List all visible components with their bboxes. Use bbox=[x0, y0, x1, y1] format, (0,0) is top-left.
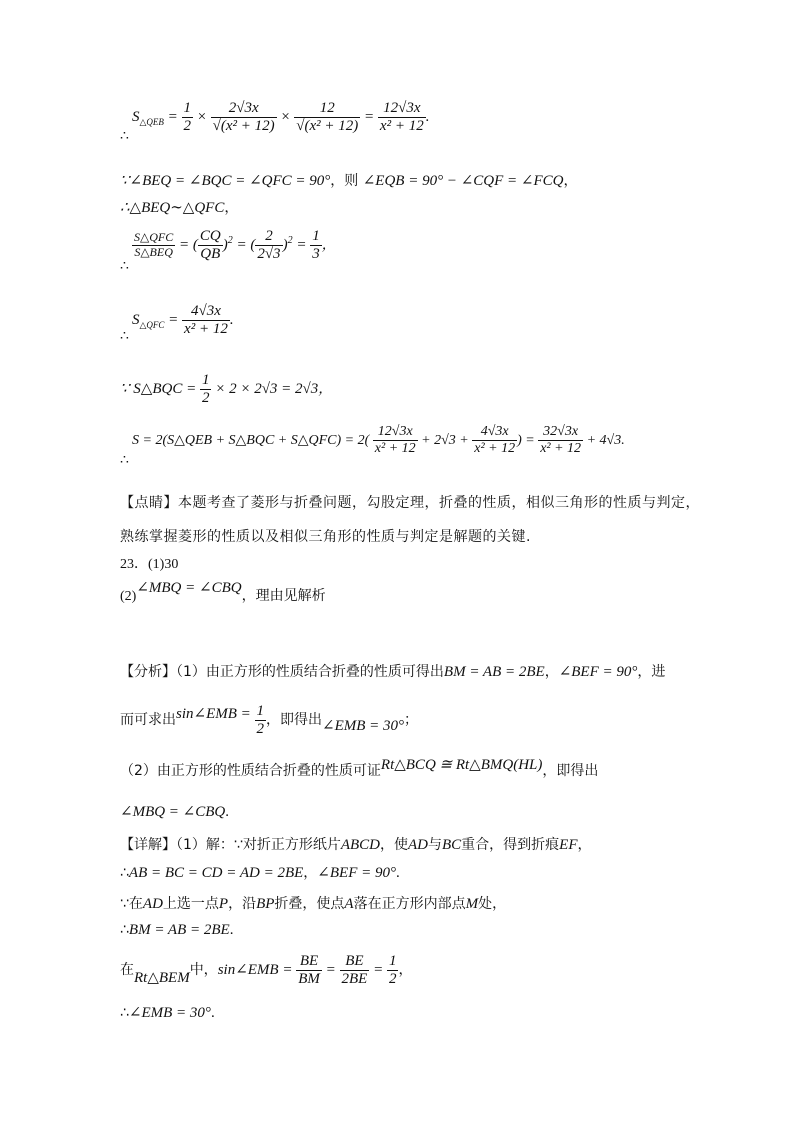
fraction bbox=[182, 303, 230, 339]
fraction bbox=[472, 424, 517, 457]
denominator: x² + 12 bbox=[374, 441, 416, 457]
numerator: 1 bbox=[200, 372, 212, 390]
math-text: A bbox=[344, 896, 354, 912]
area-qfc-formula bbox=[132, 303, 234, 339]
times: × bbox=[193, 109, 211, 126]
math-text: ) = bbox=[517, 432, 539, 448]
math-text: Rt△BEM bbox=[134, 970, 190, 987]
fraction bbox=[373, 424, 418, 457]
equals: = bbox=[232, 237, 251, 254]
math-text: BM = AB = 2BE bbox=[443, 664, 545, 680]
math-text: Rt△BCQ ≅ Rt△BMQ(HL) bbox=[380, 757, 543, 773]
math-text: ∠BEF = 90° bbox=[317, 865, 396, 881]
numerator: 4√3x bbox=[182, 303, 230, 321]
fenxi-line-4 bbox=[120, 802, 229, 821]
numerator: 1 bbox=[182, 100, 194, 118]
numerator: 2 bbox=[255, 228, 282, 246]
equals: = bbox=[163, 109, 182, 126]
math-text: AD bbox=[142, 896, 163, 912]
symbol-s: S bbox=[132, 109, 140, 126]
numerator: 1 bbox=[255, 703, 267, 721]
xiangjie-line-1 bbox=[120, 834, 592, 854]
xiangjie-line-6 bbox=[120, 1003, 215, 1022]
math-text: BC bbox=[442, 837, 462, 853]
text: ，则 bbox=[330, 173, 363, 189]
text: ∴ bbox=[120, 922, 129, 938]
fraction bbox=[182, 100, 194, 136]
text: ∴ bbox=[120, 865, 129, 881]
paren: ) bbox=[282, 237, 288, 254]
angle-statement bbox=[120, 170, 577, 190]
q23-answer-1: 23．(1)30 bbox=[120, 557, 179, 572]
denominator: x² + 12 bbox=[474, 441, 516, 457]
numerator: 4√3x bbox=[472, 424, 517, 441]
math-text: ∠EMB = 30° bbox=[322, 718, 405, 735]
period: . bbox=[229, 922, 234, 938]
math-text: ABCD bbox=[340, 837, 380, 853]
q23-answer-2 bbox=[120, 580, 326, 605]
punct: ， bbox=[303, 865, 318, 881]
denominator: 2 bbox=[201, 390, 210, 407]
equals: = bbox=[360, 109, 378, 126]
text: ∵在 bbox=[120, 896, 143, 912]
denominator: 2BE bbox=[341, 971, 368, 988]
numerator: 12√3x bbox=[378, 100, 426, 118]
numerator: 12 bbox=[294, 100, 360, 118]
denominator: x² + 12 bbox=[379, 118, 424, 135]
fraction bbox=[255, 228, 282, 264]
text: 重合，得到折痕 bbox=[461, 837, 560, 853]
text: ，即得出 bbox=[266, 712, 323, 729]
period: . bbox=[425, 109, 430, 126]
text: 落在正方形内部点 bbox=[353, 896, 466, 912]
math-text: M bbox=[465, 896, 479, 912]
denominator: x² + 12 bbox=[184, 321, 228, 338]
text: 上选一点 bbox=[162, 896, 219, 912]
fenxi-line-3 bbox=[120, 757, 599, 780]
dianjing-line-1: 【点睛】本题考查了菱形与折叠问题，勾股定理，折叠的性质，相似三角形的性质与判定， bbox=[120, 495, 700, 511]
fraction bbox=[310, 228, 322, 264]
equals: = bbox=[321, 962, 340, 979]
numerator: BE bbox=[340, 953, 370, 971]
period: . bbox=[225, 804, 229, 820]
text: ，理由见解析 bbox=[241, 588, 326, 604]
math-text: ∴△BEQ∼△QFC bbox=[120, 200, 225, 216]
therefore-symbol: ∴ bbox=[120, 259, 129, 274]
denominator: BM bbox=[298, 971, 320, 988]
area-ratio-formula bbox=[132, 228, 336, 264]
numerator: 1 bbox=[387, 953, 399, 971]
paren: ) bbox=[222, 237, 228, 254]
math-text: BM = AB = 2BE bbox=[128, 922, 230, 938]
subscript: △QFC bbox=[139, 320, 165, 331]
punct: ； bbox=[404, 712, 419, 729]
fraction bbox=[211, 100, 277, 136]
math-text: BP bbox=[256, 896, 275, 912]
area-qeb-formula bbox=[132, 100, 429, 136]
subscript: △QEB bbox=[139, 117, 164, 128]
xiangjie-line-4 bbox=[120, 922, 233, 939]
period: . bbox=[395, 865, 400, 881]
equals: = bbox=[164, 312, 183, 329]
paren: ( bbox=[192, 237, 198, 254]
math-text: ∠EQB = 90° − ∠CQF = ∠FCQ bbox=[362, 173, 564, 189]
times: × bbox=[276, 109, 295, 126]
punct: ， bbox=[224, 200, 239, 216]
fraction bbox=[378, 100, 426, 136]
therefore-symbol: ∴ bbox=[120, 129, 129, 144]
text: (2) bbox=[120, 589, 137, 604]
fraction bbox=[294, 100, 360, 136]
period: . bbox=[621, 432, 625, 448]
paren: ( bbox=[250, 237, 256, 254]
denominator: QB bbox=[200, 246, 221, 263]
text: 处， bbox=[478, 896, 507, 912]
fenxi-line-2 bbox=[120, 703, 418, 739]
math-text: ∵ S△BQC = bbox=[120, 381, 200, 398]
equals: = bbox=[369, 962, 387, 979]
total-area-formula bbox=[132, 424, 625, 457]
equals: = bbox=[292, 237, 311, 254]
therefore-symbol: ∴ bbox=[120, 453, 129, 468]
similar-triangles-statement bbox=[120, 197, 238, 217]
punct: ， bbox=[563, 173, 578, 189]
text: 与 bbox=[428, 837, 442, 853]
punct: ， bbox=[321, 237, 336, 254]
math-text: ∠EMB = 30° bbox=[128, 1005, 211, 1021]
fraction bbox=[538, 424, 583, 457]
denominator: 2√3 bbox=[257, 246, 281, 263]
punct: ， bbox=[544, 664, 559, 680]
xiangjie-line-2 bbox=[120, 862, 400, 882]
equals: = bbox=[175, 237, 193, 254]
math-text: + 4√3 bbox=[583, 432, 622, 448]
exponent: 2 bbox=[227, 235, 233, 247]
numerator: 12√3x bbox=[373, 424, 418, 441]
math-text: × 2 × 2√3 = 2√3 bbox=[211, 381, 319, 398]
math-text: P bbox=[218, 896, 229, 912]
dianjing-line-2: 熟练掌握菱形的性质以及相似三角形的性质与判定是解题的关键. bbox=[120, 529, 531, 545]
xiangjie-line-5 bbox=[120, 953, 412, 989]
text: ，即得出 bbox=[542, 763, 599, 779]
text: 在 bbox=[120, 962, 134, 979]
denominator: √(x² + 12) bbox=[296, 118, 359, 135]
text: （2）由正方形的性质结合折叠的性质可证 bbox=[120, 763, 381, 779]
text: ，使 bbox=[380, 837, 408, 853]
period: . bbox=[210, 1005, 215, 1021]
numerator: CQ bbox=[198, 228, 223, 246]
numerator: 32√3x bbox=[538, 424, 583, 441]
symbol-s: S bbox=[132, 312, 140, 329]
math-text: EF bbox=[559, 837, 578, 853]
punct: ， bbox=[318, 381, 333, 398]
text: 【分析】（1）由正方形的性质结合折叠的性质可得出 bbox=[120, 664, 444, 680]
text: 中， bbox=[189, 962, 218, 979]
denominator: 2 bbox=[388, 971, 397, 988]
period: . bbox=[229, 312, 234, 329]
denominator: √(x² + 12) bbox=[212, 118, 275, 135]
text: 折叠，使点 bbox=[274, 896, 345, 912]
denominator: x² + 12 bbox=[540, 441, 582, 457]
fraction bbox=[340, 953, 370, 989]
denominator: 2 bbox=[256, 721, 265, 738]
punct: ， bbox=[577, 837, 592, 853]
math-text: sin∠EMB = bbox=[176, 706, 255, 723]
text: ∴ bbox=[120, 1005, 129, 1021]
fraction bbox=[255, 703, 267, 739]
therefore-symbol: ∴ bbox=[120, 329, 129, 344]
numerator: 2√3x bbox=[211, 100, 277, 118]
exponent: 2 bbox=[287, 235, 293, 247]
fraction bbox=[296, 953, 322, 989]
denominator: 3 bbox=[312, 246, 320, 263]
math-text: AD bbox=[408, 837, 428, 853]
denominator: S△BEQ bbox=[134, 245, 173, 260]
fraction bbox=[200, 372, 212, 408]
math-text: ∵∠BEQ = ∠BQC = ∠QFC = 90° bbox=[120, 173, 331, 189]
math-text: ∠MBQ = ∠CBQ bbox=[136, 580, 242, 596]
text: ，沿 bbox=[228, 896, 257, 912]
math-text: AB = BC = CD = AD = 2BE bbox=[128, 865, 304, 881]
math-text: ∠BEF = 90° bbox=[558, 664, 638, 680]
math-text: S = 2(S△QEB + S△BQC + S△QFC) = 2( bbox=[132, 432, 370, 448]
numerator: BE bbox=[296, 953, 322, 971]
fraction bbox=[132, 231, 175, 260]
denominator: 2 bbox=[183, 118, 192, 135]
math-text: + 2√3 + bbox=[417, 432, 473, 448]
math-text: sin∠EMB = bbox=[217, 962, 297, 979]
fraction bbox=[387, 953, 399, 989]
xiangjie-line-3 bbox=[120, 893, 506, 913]
fenxi-line-1 bbox=[120, 661, 665, 681]
numerator: 1 bbox=[310, 228, 322, 246]
fraction bbox=[198, 228, 223, 264]
math-text: ∠MBQ = ∠CBQ bbox=[120, 804, 226, 820]
text: 【详解】（1）解：∵对折正方形纸片 bbox=[120, 837, 341, 853]
text: ，进 bbox=[637, 664, 666, 680]
numerator: S△QFC bbox=[134, 230, 174, 245]
text: 而可求出 bbox=[120, 712, 176, 729]
area-bqc-formula bbox=[120, 372, 332, 408]
punct: ， bbox=[398, 962, 413, 979]
